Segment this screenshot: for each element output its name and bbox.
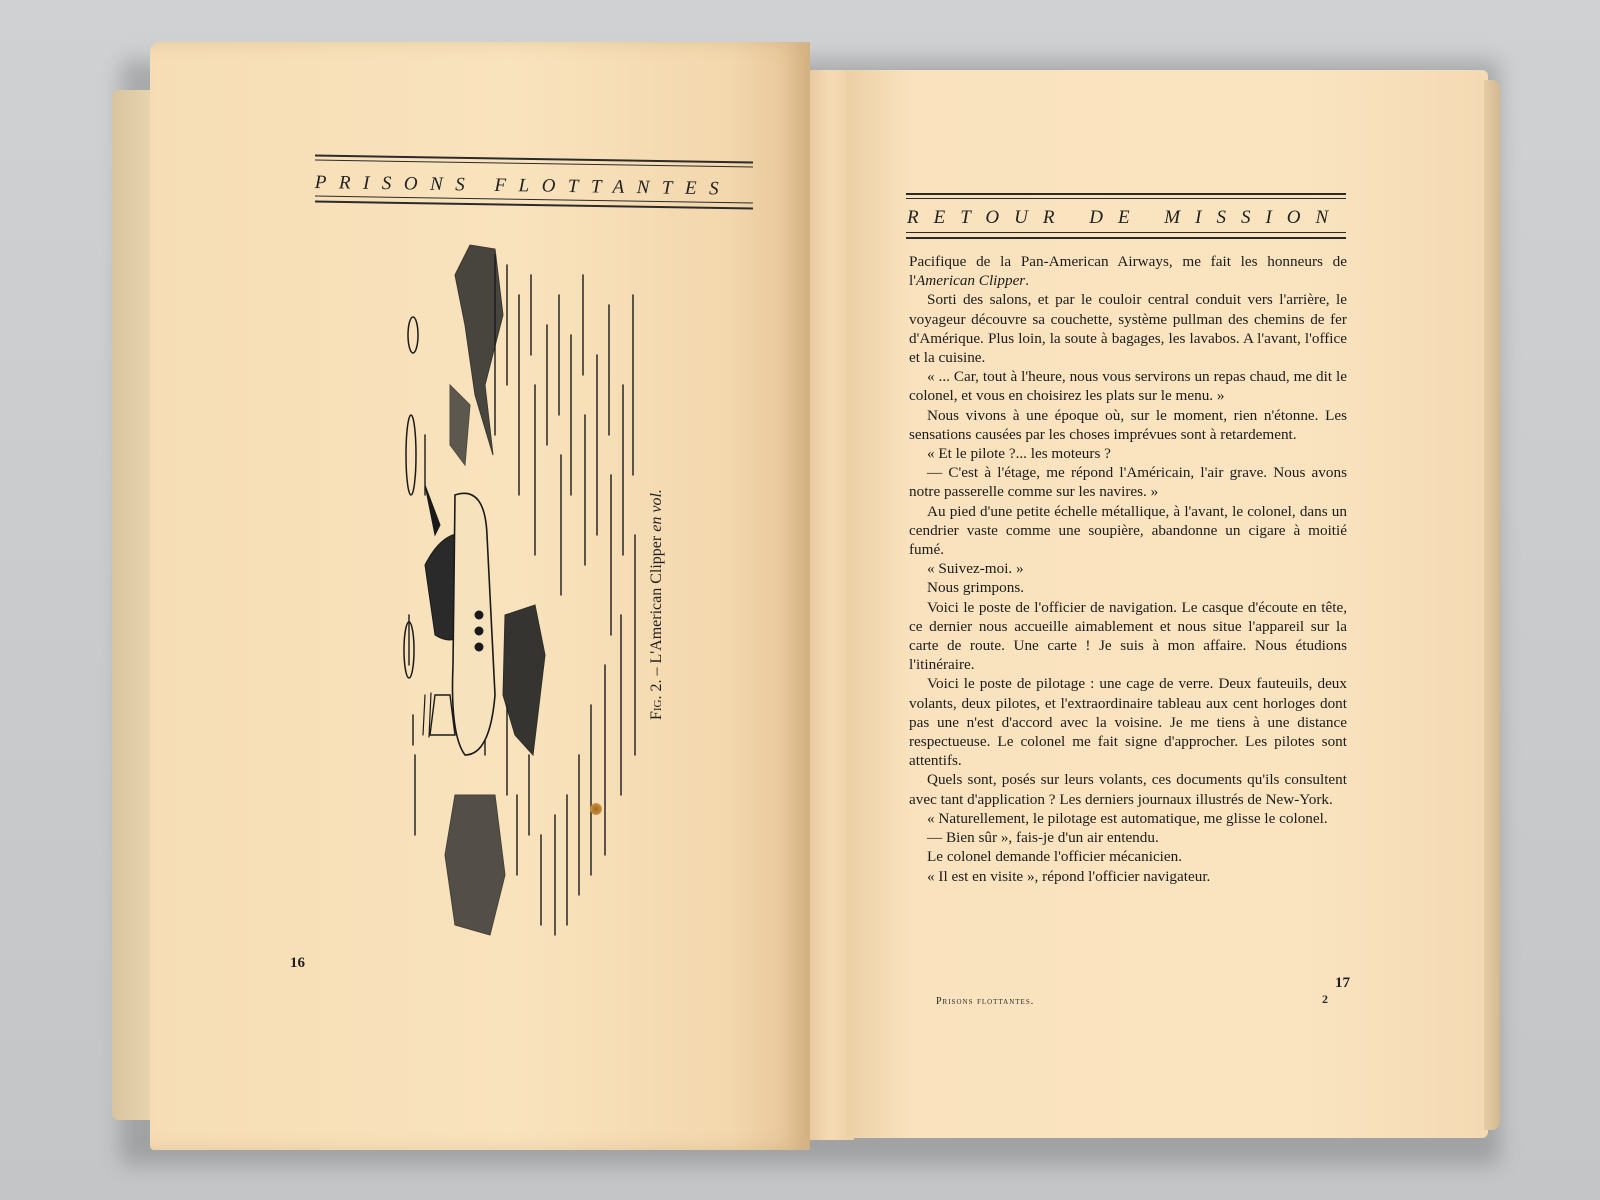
left-page-number: 16 [290, 955, 305, 971]
paragraph-14: — Bien sûr », fais-je d'un air entendu. [927, 829, 1159, 847]
right-page-body-text [909, 252, 1347, 886]
signature-mark: Prisons flottantes. [936, 996, 1035, 1007]
foxing-stain [590, 803, 602, 815]
right-header-rule-bottom [906, 237, 1346, 239]
left-running-header: PRISONS FLOTTANTES [314, 172, 732, 200]
figure-caption-suffix: en vol. [648, 489, 665, 536]
paragraph-10: Voici le poste de l'officier de navigation. Le casque d'écoute en tête, ce dernier nous accueille aimablement et nous situe l'appareil sur la carte de route. Une carte ! Je suis à mon affaire. Nous étudions l'itinéraire. [909, 598, 1347, 674]
signature-number: 2 [1322, 992, 1328, 1006]
paragraph-6: — C'est à l'étage, me répond l'Américain, l'air grave. Nous avons notre passerelle comme sur les navires. » [909, 464, 1347, 501]
paragraph-11: Voici le poste de pilotage : une cage de verre. Deux fauteuils, deux volants, deux pilotes, et l'extraordinaire tableau aux cent horloges dont pas une n'est d'accord avec la voisine. Je me tiens à une distance respectueuse. Le colonel me fait signe d'approcher. Les pilotes sont attentifs. [909, 675, 1347, 770]
paragraph-1-tail: . [1025, 272, 1030, 290]
paragraph-15: Le colonel demande l'officier mécanicien. [927, 848, 1183, 866]
paragraph-12: Quels sont, posés sur leurs volants, ces documents qu'ils consultent avec tant d'application ? Les derniers journaux illustrés de New-York. [909, 771, 1347, 808]
right-header-rule-top-thin [906, 198, 1346, 199]
book-page-edges-right [1484, 80, 1500, 1130]
right-page-number: 17 [1335, 975, 1350, 991]
paragraph-8: « Suivez-moi. » [927, 560, 1024, 578]
right-running-header: RETOUR DE MISSION [907, 207, 1344, 228]
right-header-rule-bottom-thin [906, 232, 1346, 233]
figure-caption-title: L'American Clipper [648, 535, 665, 664]
figure-caption-label: Fig. 2. [648, 679, 665, 720]
paragraph-16: « Il est en visite », répond l'officier navigateur. [927, 867, 1211, 885]
paragraph-1 [909, 252, 1347, 290]
paragraph-4: Nous vivons à une époque où, sur le moment, rien n'étonne. Les sensations causées par les choses imprévues sont à retardement. [909, 406, 1347, 443]
paragraph-2: Sorti des salons, et par le couloir central conduit vers l'arrière, le voyageur découvre sa couchette, système pullman des chemins de fer d'Amérique. Plus loin, la soute à bagages, les lavabos. A l'avant, l'office et la cuisine. [909, 291, 1347, 367]
paragraph-5: « Et le pilote ?... les moteurs ? [927, 445, 1111, 463]
paragraph-1-text: Pacifique de la Pan-American Airways, me fait les honneurs de l' [909, 253, 1347, 290]
figure-caption-dash: – [648, 663, 665, 680]
paragraph-1-italic: American Clipper [915, 272, 1026, 290]
figure-caption [648, 489, 666, 720]
paragraph-3: « ... Car, tout à l'heure, nous vous servirons un repas chaud, me dit le colonel, et vous en choisirez les plats sur le menu. » [909, 368, 1347, 405]
paragraph-13: « Naturellement, le pilotage est automatique, me glisse le colonel. [927, 809, 1328, 827]
airplane-flying-over-sea-illustration [395, 235, 685, 955]
right-header-rule-top [906, 193, 1346, 195]
paragraph-9: Nous grimpons. [927, 579, 1025, 597]
paragraph-7: Au pied d'une petite échelle métallique, à l'avant, le colonel, dans un cendrier vaste comme une soupière, abandonne un cigare à moitié fumé. [909, 502, 1347, 559]
